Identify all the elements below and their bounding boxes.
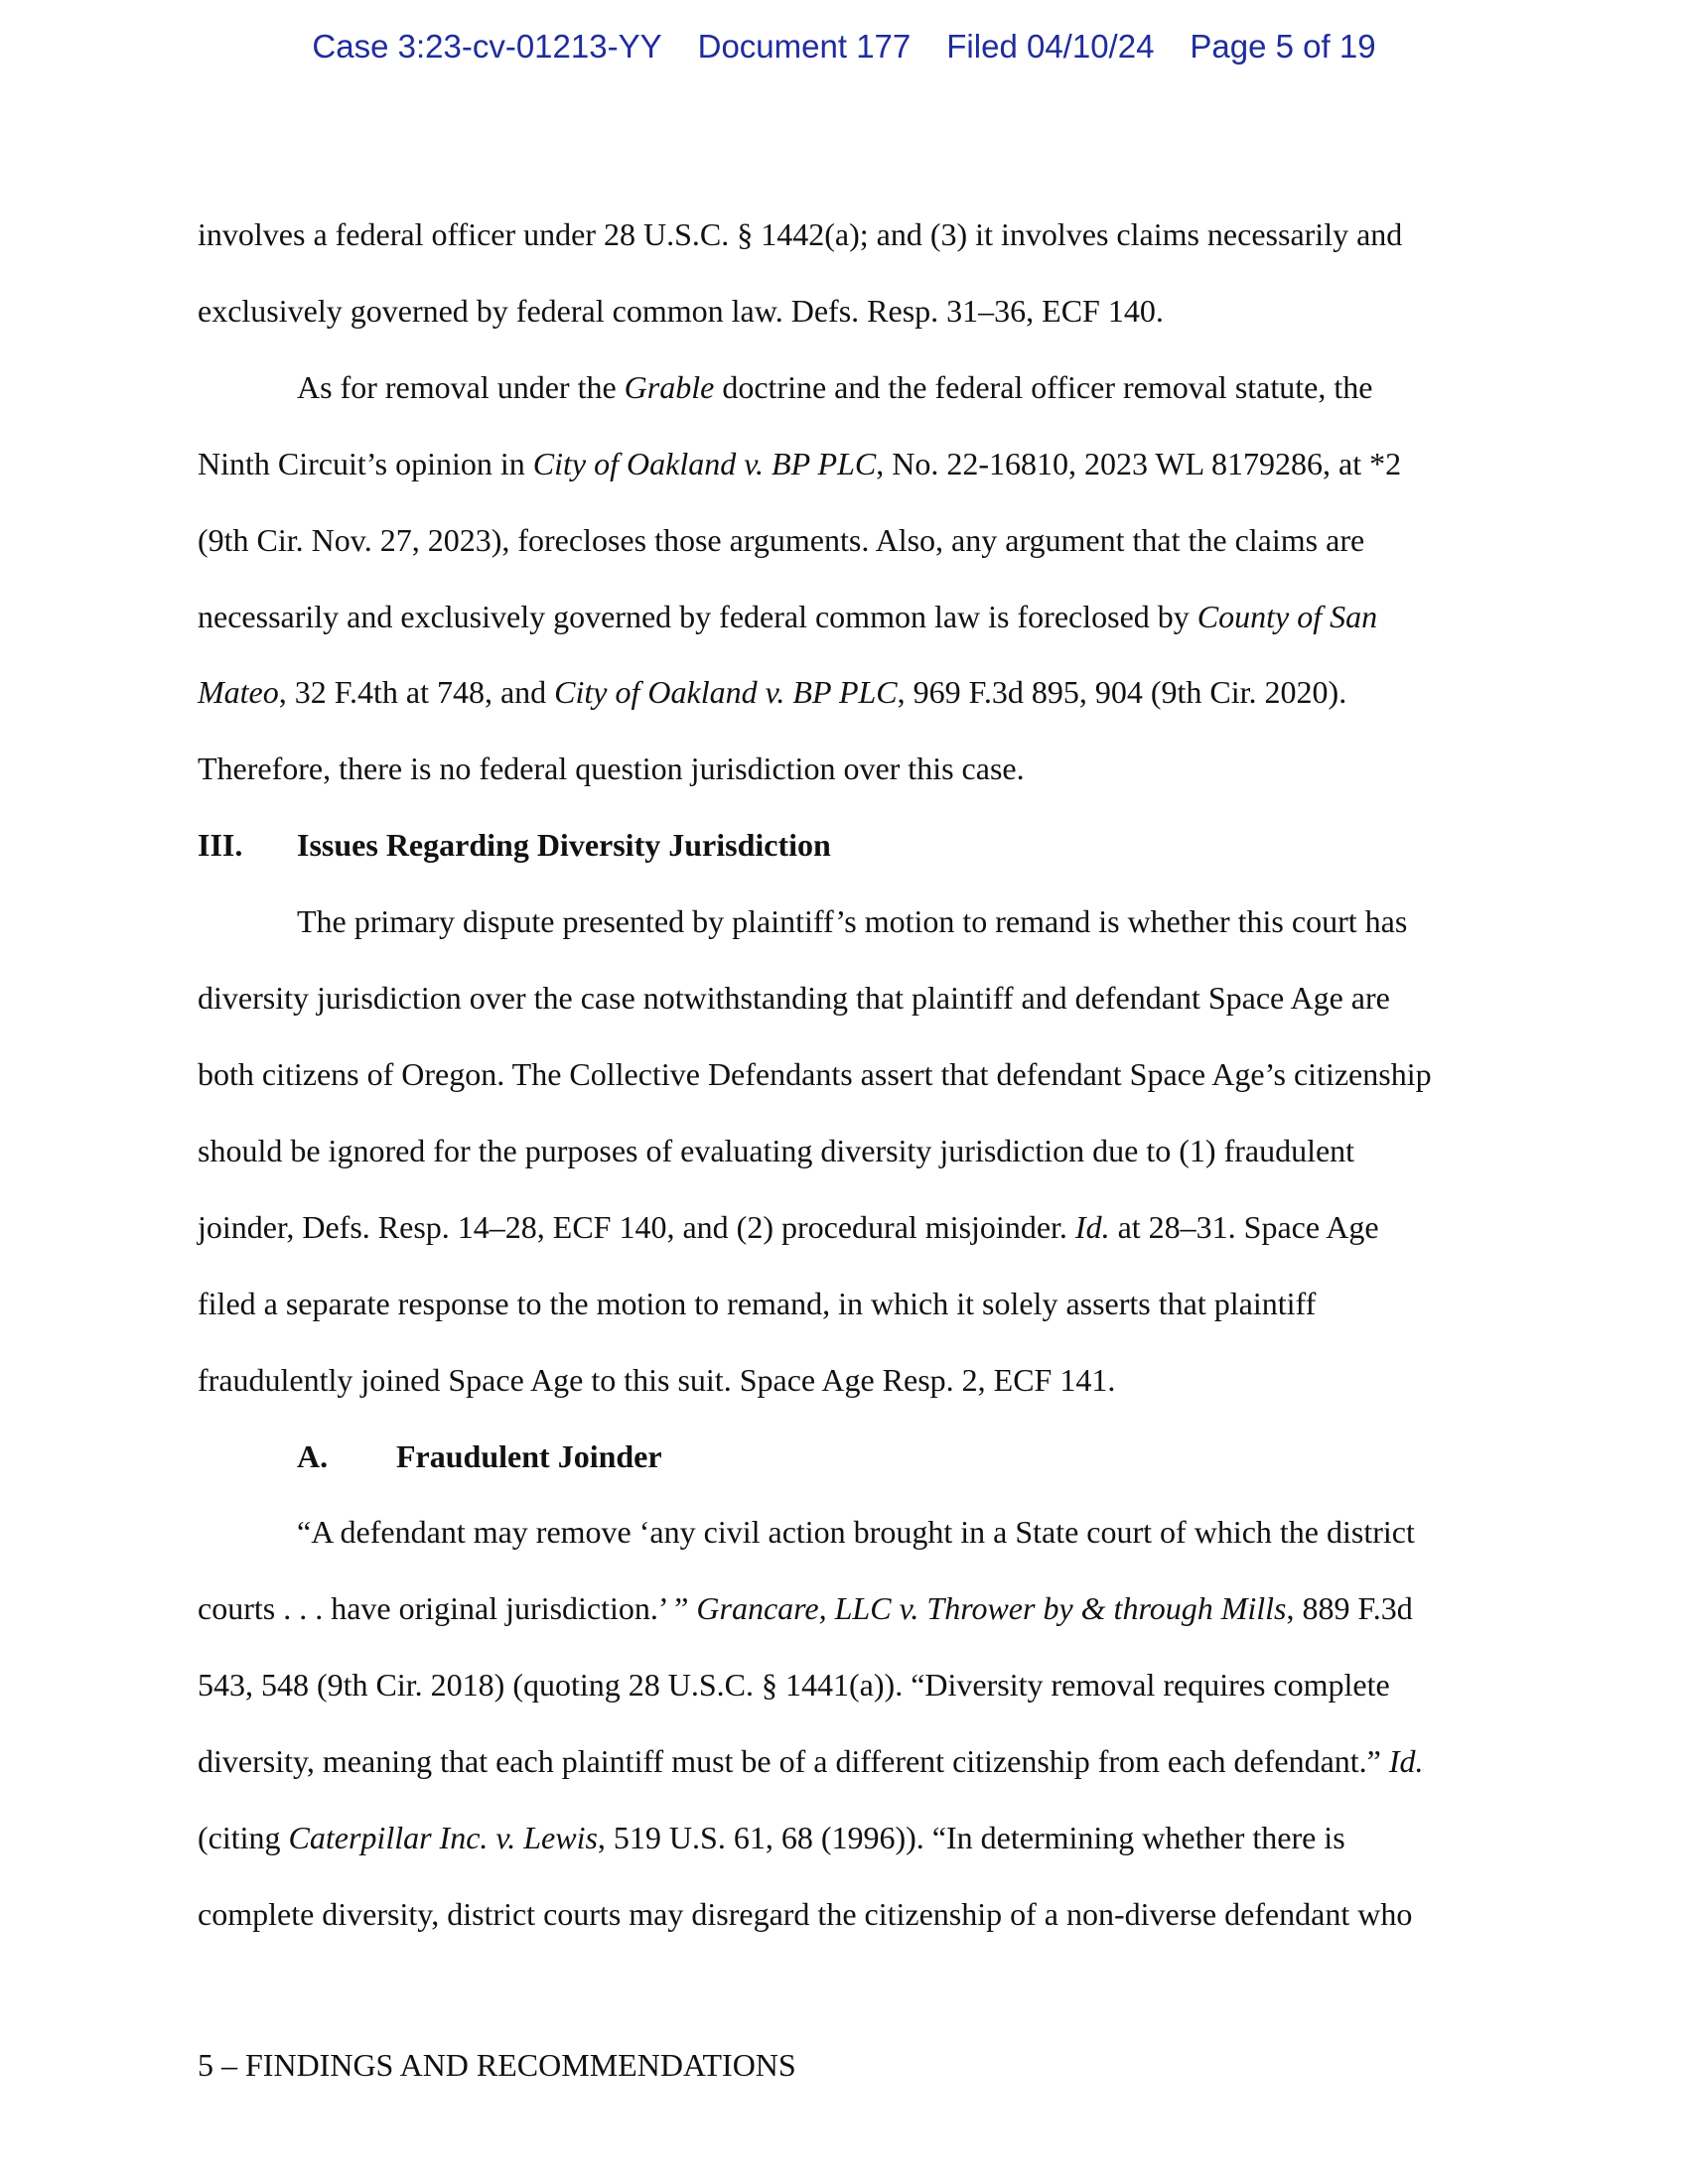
text-line: both citizens of Oregon. The Collective Defendants assert that defendant Space Age’s citizenship bbox=[198, 1055, 1432, 1092]
section-number: III. bbox=[198, 827, 243, 864]
text-line: filed a separate response to the motion to remand, in which it solely asserts that plaintiff bbox=[198, 1285, 1317, 1321]
document-number: Document 177 bbox=[697, 28, 912, 65]
text-line: involves a federal officer under 28 U.S.C. § 1442(a); and (3) it involves claims necessarily and bbox=[198, 216, 1403, 252]
paragraph-continuation bbox=[198, 197, 1493, 349]
subsection-heading-a bbox=[198, 1419, 1493, 1495]
section-heading-iii bbox=[198, 807, 1493, 884]
text-line: The primary dispute presented by plaintiff’s motion to remand is whether this court has bbox=[297, 903, 1408, 940]
text-line: As for removal under the Grable doctrine and the federal officer removal statute, the bbox=[297, 368, 1373, 405]
text-line: should be ignored for the purposes of evaluating diversity jurisdiction due to (1) fraudulent bbox=[198, 1132, 1355, 1168]
text-line: diversity, meaning that each plaintiff must be of a different citizenship from each defendant.” Id. bbox=[198, 1743, 1424, 1780]
text-line: (9th Cir. Nov. 27, 2023), forecloses those arguments. Also, any argument that the claims are bbox=[198, 521, 1365, 558]
subsection-title: Fraudulent Joinder bbox=[396, 1437, 662, 1474]
text-line: joinder, Defs. Resp. 14–28, ECF 140, and (2) procedural misjoinder. Id. at 28–31. Space Age bbox=[198, 1208, 1379, 1245]
section-title: Issues Regarding Diversity Jurisdiction bbox=[297, 827, 831, 864]
document-body bbox=[198, 197, 1493, 1953]
text-line: 543, 548 (9th Cir. 2018) (quoting 28 U.S.C. § 1441(a)). “Diversity removal requires complete bbox=[198, 1667, 1390, 1704]
page-footer: 5 – FINDINGS AND RECOMMENDATIONS bbox=[198, 2047, 796, 2083]
text-line: complete diversity, district courts may disregard the citizenship of a non-diverse defendant who bbox=[198, 1895, 1413, 1932]
text-line: Mateo, 32 F.4th at 748, and City of Oakland v. BP PLC, 969 F.3d 895, 904 (9th Cir. 2020). bbox=[198, 674, 1347, 711]
paragraph-federal-question bbox=[198, 349, 1493, 807]
text-line: “A defendant may remove ‘any civil action brought in a State court of which the district bbox=[297, 1514, 1415, 1551]
text-line: courts . . . have original jurisdiction.’ ” Grancare, LLC v. Thrower by & through Mills, 889 F.3d bbox=[198, 1590, 1413, 1627]
filed-date: Filed 04/10/24 bbox=[946, 28, 1155, 65]
text-line: (citing Caterpillar Inc. v. Lewis, 519 U.S. 61, 68 (1996)). “In determining whether there is bbox=[198, 1820, 1345, 1856]
text-line: necessarily and exclusively governed by federal common law is foreclosed by County of San bbox=[198, 598, 1378, 634]
text-line: Therefore, there is no federal question jurisdiction over this case. bbox=[198, 751, 1025, 787]
text-line: exclusively governed by federal common law. Defs. Resp. 31–36, ECF 140. bbox=[198, 292, 1164, 329]
text-line: fraudulently joined Space Age to this suit. Space Age Resp. 2, ECF 141. bbox=[198, 1361, 1116, 1398]
page-indicator: Page 5 of 19 bbox=[1190, 28, 1376, 65]
paragraph-fraudulent-joinder bbox=[198, 1494, 1493, 1952]
ecf-header-stamp bbox=[0, 28, 1688, 66]
text-line: Ninth Circuit’s opinion in City of Oakland v. BP PLC, No. 22-16810, 2023 WL 8179286, at *2 bbox=[198, 445, 1402, 481]
subsection-number: A. bbox=[297, 1437, 329, 1474]
case-number: Case 3:23-cv-01213-YY bbox=[312, 28, 662, 65]
paragraph-diversity bbox=[198, 884, 1493, 1418]
text-line: diversity jurisdiction over the case notwithstanding that plaintiff and defendant Space Age are bbox=[198, 980, 1390, 1017]
